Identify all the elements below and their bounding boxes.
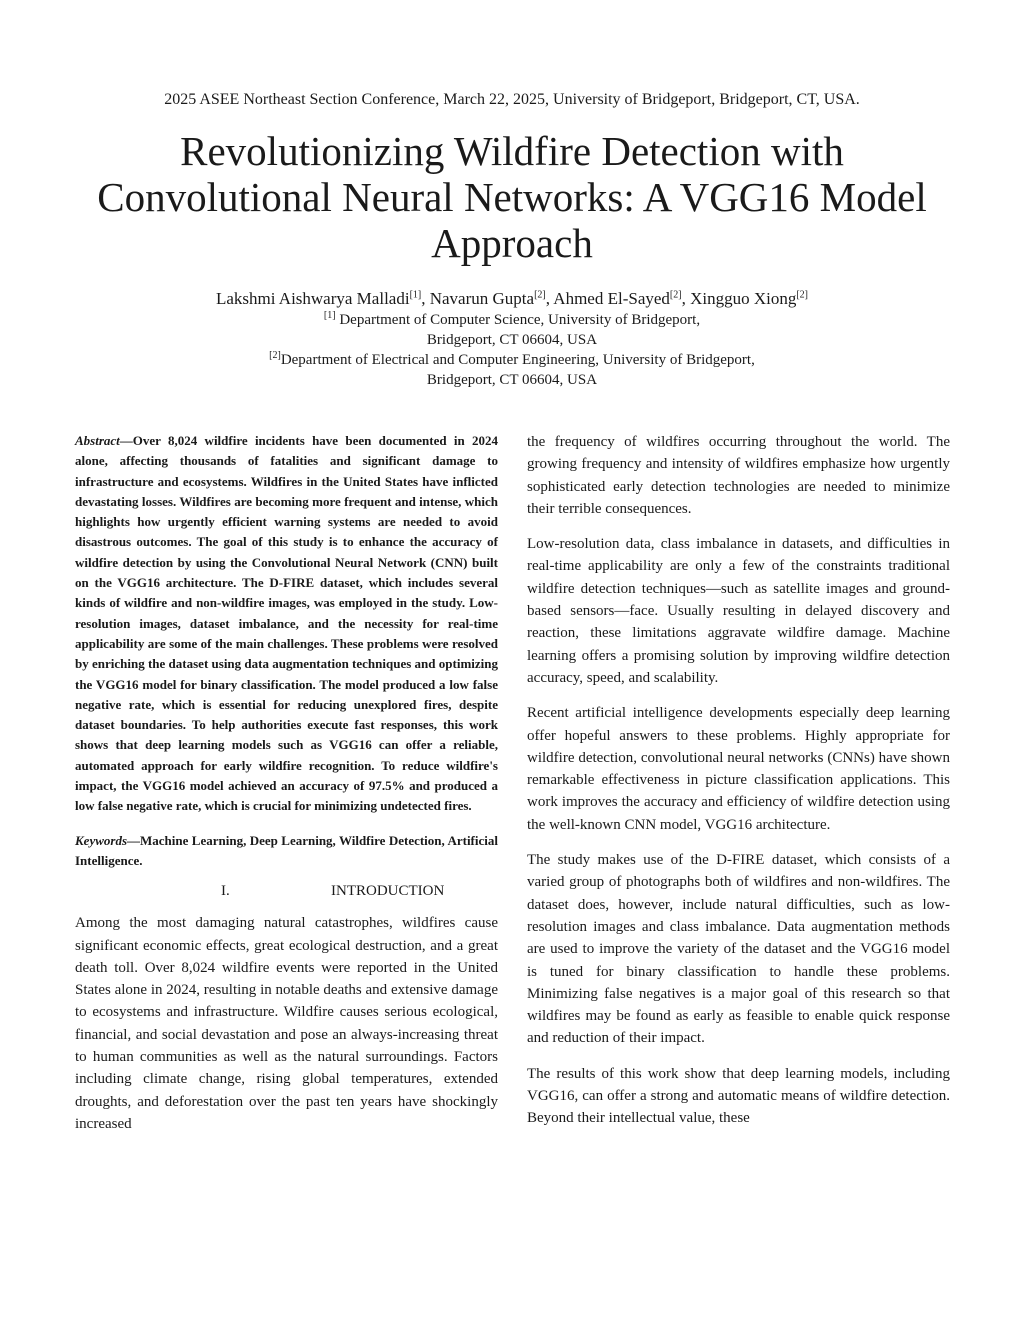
- keywords: [75, 831, 498, 872]
- author-name: Lakshmi Aishwarya Malladi: [215, 289, 410, 308]
- author-affiliation-mark: [2]: [669, 289, 682, 301]
- affiliation-mark: [2]: [269, 350, 281, 361]
- author-affiliation-mark: [2]: [534, 289, 546, 301]
- affiliation-1-address: Bridgeport, CT 06604, USA: [426, 332, 598, 348]
- body-paragraph: Recent artificial intelligence developments especially deep learning offer hopeful answers to these problems. Highly appropriate for wildfire detection, convolutional neural networks (CNNs) have shown remarkable effectiveness in picture classification applications. This work improves the accuracy and efficiency of wildfire detection using the well-known CNN model, VGG16 architecture.: [527, 705, 950, 833]
- author-list: [0, 288, 1024, 310]
- author-affiliation-mark: [1]: [409, 289, 422, 301]
- affiliation-mark: [1]: [323, 310, 336, 321]
- conference-header: 2025 ASEE Northeast Section Conference, March 22, 2025, University of Bridgeport, Bridgeport, CT, USA.: [164, 91, 860, 108]
- paper-title: [60, 128, 964, 266]
- left-column: [75, 431, 498, 1148]
- author-name: Xingguo Xiong: [690, 289, 797, 308]
- affiliation-text: Department of Computer Science, University of Bridgeport,: [335, 312, 701, 328]
- body-paragraph: The study makes use of the D-FIRE dataset, which consists of a varied group of photographs both of wildfires and non-wildfires. The dataset does, however, include natural difficulties, such as low-resolution images and class imbalance. Data augmentation methods are used to improve the variety of the dataset and the VGG16 model is tuned for binary classification to handle these problems. Minimizing false negatives is a major goal of this research so that wildfires may be found as early as feasible to enable quick response and reduction of their impact.: [527, 852, 950, 1047]
- author-separator: ,: [681, 289, 691, 308]
- section-title: INTRODUCTION: [331, 883, 445, 900]
- keywords-dash: —: [127, 832, 140, 848]
- author-name: Ahmed El-Sayed: [553, 289, 670, 308]
- right-column: [527, 431, 950, 1143]
- abstract-label: Abstract: [75, 433, 120, 448]
- affiliation-text: Department of Electrical and Computer Engineering, University of Bridgeport,: [280, 352, 755, 368]
- body-paragraph: The results of this work show that deep learning models, including VGG16, can offer a strong and automatic means of wildfire detection. Beyond their intellectual value, these: [527, 1065, 950, 1127]
- author-separator: ,: [421, 289, 430, 308]
- body-paragraph: the frequency of wildfires occurring throughout the world. The growing frequency and intensity of wildfires emphasize how urgently sophisticated early detection technologies are needed to minimize their terrible consequences.: [527, 434, 950, 517]
- title-line-1: Revolutionizing Wildfire Detection with: [180, 128, 844, 174]
- intro-paragraph: Among the most damaging natural catastrophes, wildfires cause significant economic effects, great ecological destruction, and a great death toll. Over 8,024 wildfire events were reported in the United States alone in 2024, resulting in notable deaths and extensive damage to ecosystems and infrastructure. Wildfire causes serious ecological, financial, and social devastation and pose an always-increasing threat to human communities as well as the natural surroundings. Factors including climate change, rising global temperatures, extended droughts, and deforestation over the past ten years have shockingly increased: [75, 915, 498, 1132]
- section-heading-introduction: [75, 881, 498, 901]
- abstract-text: Over 8,024 wildfire incidents have been documented in 2024 alone, affecting thousands of fatalities and significant damage to infrastructure and ecosystems. Wildfires in the United States have inflicted devastating losses. Wildfires are becoming more frequent and intense, which highlights how urgently efficient warning systems are needed to avoid disastrous outcomes. The goal of this study is to enhance the accuracy of wildfire detection by using the Convolutional Neural Network (CNN) built on the VGG16 architecture. The D-FIRE dataset, which includes several kinds of wildfire and non-wildfire images, was employed in the study. Low-resolution images, dataset imbalance, and the necessity for real-time applicability are some of the main challenges. These problems were resolved by enriching the dataset using data augmentation techniques and optimizing the VGG16 model for binary classification. The model produced a low false negative rate, which is essential for reducing unexplored fires, despite dataset boundaries. To help authorities execute fast responses, this work shows that deep learning models such as VGG16 can offer a reliable, automated approach for early wildfire recognition. To reduce wildfire's impact, the VGG16 model achieved an accuracy of 97.5% and produced a low false negative rate, which is crucial for minimizing undetected fires.: [75, 433, 498, 814]
- keywords-text: Machine Learning, Deep Learning, Wildfire Detection, Artificial Intelligence.: [75, 832, 498, 868]
- author-separator: ,: [545, 289, 554, 308]
- affiliation-2: [0, 350, 1024, 370]
- affiliation-2-address: Bridgeport, CT 06604, USA: [426, 372, 598, 388]
- title-line-3: Approach: [431, 220, 593, 266]
- author-block: [0, 288, 1024, 390]
- affiliation-1: [0, 310, 1024, 330]
- author-name: Navarun Gupta: [429, 289, 535, 308]
- author-affiliation-mark: [2]: [796, 289, 808, 301]
- abstract: [75, 431, 498, 817]
- section-number: I.: [221, 883, 230, 900]
- body-paragraph: Low-resolution data, class imbalance in datasets, and difficulties in real-time applicability are only a few of the constraints traditional wildfire detection techniques—such as satellite images and ground-based sensors—face. Usually resulting in delayed discovery and reaction, these limitations aggravate wildfire damage. Machine learning offers a promising solution by improving wildfire detection accuracy, speed, and scalability.: [527, 536, 950, 686]
- title-line-2: Convolutional Neural Networks: A VGG16 Model: [97, 174, 927, 220]
- abstract-dash: —: [119, 433, 133, 448]
- keywords-label: Keywords: [75, 832, 127, 848]
